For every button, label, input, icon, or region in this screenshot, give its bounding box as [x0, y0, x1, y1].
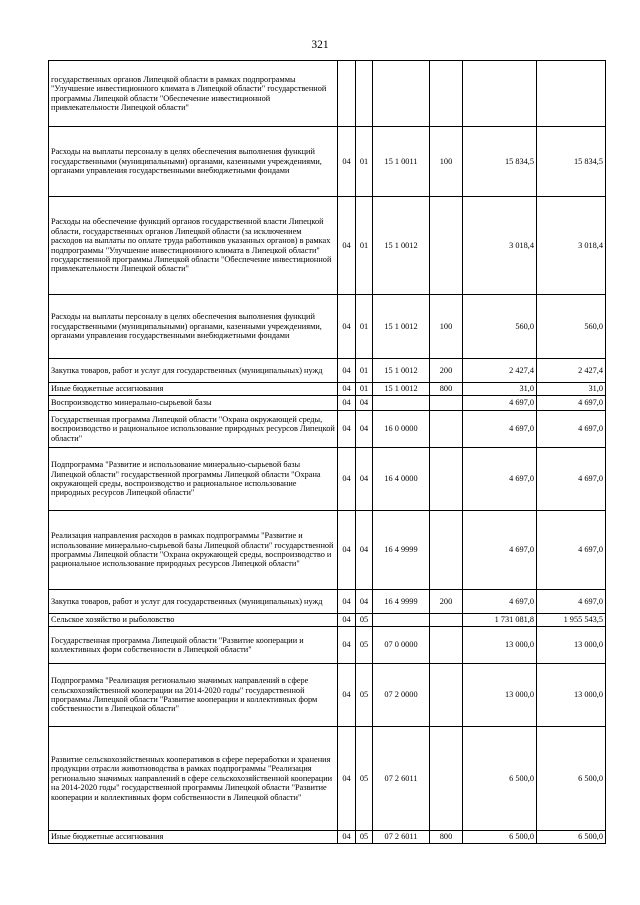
table-row	[49, 727, 606, 831]
section-code: 04	[338, 411, 356, 448]
amount-year-2: 3 018,4	[537, 197, 606, 295]
subsection-code: 01	[356, 197, 373, 295]
expense-type-code	[430, 396, 463, 411]
row-description: Расходы на обеспечение функций органов государственной власти Липецкой области, государственных органов Липецкой области (за исключением расходов на выплаты по оплате труда работников указанных органов) в рамках подпрограммы "Улучшение инвестиционного климата в Липецкой области" государственной программы Липецкой области "Обеспечение инвестиционной привлекательности Липецкой области"	[49, 197, 338, 295]
amount-year-1: 15 834,5	[463, 127, 537, 197]
expense-type-code: 100	[430, 295, 463, 359]
table-row	[49, 831, 606, 844]
subsection-code	[356, 61, 373, 127]
expense-type-code	[430, 448, 463, 511]
amount-year-2: 4 697,0	[537, 411, 606, 448]
target-article-code: 15 1 0012	[373, 197, 430, 295]
row-description: Расходы на выплаты персоналу в целях обеспечения выполнения функций государственными (муниципальными) органами, казенными учреждениями, органами управления государственными внебюджетными фондами	[49, 295, 338, 359]
table-row	[49, 511, 606, 590]
section-code: 04	[338, 590, 356, 614]
expense-type-code	[430, 664, 463, 727]
target-article-code: 15 1 0012	[373, 359, 430, 383]
section-code: 04	[338, 396, 356, 411]
expense-type-code: 200	[430, 359, 463, 383]
subsection-code: 01	[356, 127, 373, 197]
expense-type-code: 100	[430, 127, 463, 197]
row-description: Государственная программа Липецкой области "Развитие кооперации и коллективных форм собственности в Липецкой области"	[49, 627, 338, 664]
amount-year-2	[537, 61, 606, 127]
table-row	[49, 61, 606, 127]
subsection-code: 05	[356, 727, 373, 831]
expense-type-code	[430, 727, 463, 831]
expense-type-code	[430, 411, 463, 448]
section-code: 04	[338, 627, 356, 664]
subsection-code: 05	[356, 664, 373, 727]
row-description: Подпрограмма "Реализация регионально значимых направлений в сфере сельскохозяйственной кооперации на 2014-2020 годы" государственной программы Липецкой области "Развитие кооперации и коллективных форм собственности в Липецкой области"	[49, 664, 338, 727]
table-row	[49, 383, 606, 396]
amount-year-2: 560,0	[537, 295, 606, 359]
amount-year-2: 4 697,0	[537, 448, 606, 511]
amount-year-1: 6 500,0	[463, 831, 537, 844]
amount-year-1: 13 000,0	[463, 627, 537, 664]
table-row	[49, 359, 606, 383]
row-description: Иные бюджетные ассигнования	[49, 831, 338, 844]
amount-year-1: 4 697,0	[463, 511, 537, 590]
expense-type-code	[430, 614, 463, 627]
amount-year-2: 1 955 543,5	[537, 614, 606, 627]
section-code	[338, 61, 356, 127]
budget-table-body	[49, 61, 606, 844]
table-row	[49, 590, 606, 614]
amount-year-2: 13 000,0	[537, 664, 606, 727]
row-description: Подпрограмма "Развитие и использование минерально-сырьевой базы Липецкой области" государственной программы Липецкой области "Охрана окружающей среды, воспроизводство и рациональное использование природных ресурсов Липецкой области"	[49, 448, 338, 511]
amount-year-1: 6 500,0	[463, 727, 537, 831]
row-description: Иные бюджетные ассигнования	[49, 383, 338, 396]
amount-year-1: 1 731 081,8	[463, 614, 537, 627]
amount-year-1: 2 427,4	[463, 359, 537, 383]
amount-year-1: 13 000,0	[463, 664, 537, 727]
subsection-code: 04	[356, 590, 373, 614]
expense-type-code	[430, 61, 463, 127]
table-row	[49, 627, 606, 664]
section-code: 04	[338, 511, 356, 590]
target-article-code: 15 1 0012	[373, 295, 430, 359]
row-description: Закупка товаров, работ и услуг для государственных (муниципальных) нужд	[49, 590, 338, 614]
table-row	[49, 396, 606, 411]
amount-year-2: 4 697,0	[537, 511, 606, 590]
amount-year-1: 31,0	[463, 383, 537, 396]
subsection-code: 05	[356, 831, 373, 844]
amount-year-1: 4 697,0	[463, 396, 537, 411]
subsection-code: 04	[356, 396, 373, 411]
section-code: 04	[338, 664, 356, 727]
subsection-code: 04	[356, 448, 373, 511]
table-row	[49, 448, 606, 511]
table-row	[49, 127, 606, 197]
section-code: 04	[338, 359, 356, 383]
target-article-code: 07 2 6011	[373, 727, 430, 831]
section-code: 04	[338, 383, 356, 396]
subsection-code: 01	[356, 383, 373, 396]
subsection-code: 04	[356, 411, 373, 448]
amount-year-1	[463, 61, 537, 127]
target-article-code: 07 0 0000	[373, 627, 430, 664]
section-code: 04	[338, 727, 356, 831]
target-article-code	[373, 61, 430, 127]
amount-year-1: 3 018,4	[463, 197, 537, 295]
expense-type-code	[430, 511, 463, 590]
row-description: Воспроизводство минерально-сырьевой базы	[49, 396, 338, 411]
amount-year-1: 4 697,0	[463, 411, 537, 448]
expense-type-code	[430, 197, 463, 295]
target-article-code: 15 1 0012	[373, 383, 430, 396]
target-article-code: 16 4 0000	[373, 448, 430, 511]
row-description: Реализация направления расходов в рамках подпрограммы "Развитие и использование минерально-сырьевой базы Липецкой области" государственной программы Липецкой области "Охрана окружающей среды, воспроизводство и рациональное использование природных ресурсов Липецкой области"	[49, 511, 338, 590]
target-article-code	[373, 614, 430, 627]
row-description: государственных органов Липецкой области в рамках подпрограммы "Улучшение инвестиционного климата в Липецкой области" государственной программы Липецкой области "Обеспечение инвестиционной привлекательности Липецкой области"	[49, 61, 338, 127]
subsection-code: 04	[356, 511, 373, 590]
target-article-code: 16 4 9999	[373, 590, 430, 614]
expense-type-code: 800	[430, 383, 463, 396]
expense-type-code	[430, 627, 463, 664]
amount-year-2: 15 834,5	[537, 127, 606, 197]
table-row	[49, 614, 606, 627]
table-row	[49, 664, 606, 727]
section-code: 04	[338, 614, 356, 627]
amount-year-1: 560,0	[463, 295, 537, 359]
target-article-code: 16 0 0000	[373, 411, 430, 448]
subsection-code: 01	[356, 359, 373, 383]
page-number: 321	[311, 39, 329, 51]
budget-table	[48, 60, 606, 844]
target-article-code	[373, 396, 430, 411]
row-description: Закупка товаров, работ и услуг для государственных (муниципальных) нужд	[49, 359, 338, 383]
section-code: 04	[338, 197, 356, 295]
amount-year-2: 13 000,0	[537, 627, 606, 664]
table-row	[49, 197, 606, 295]
target-article-code: 16 4 9999	[373, 511, 430, 590]
subsection-code: 05	[356, 614, 373, 627]
section-code: 04	[338, 127, 356, 197]
target-article-code: 07 2 6011	[373, 831, 430, 844]
amount-year-2: 4 697,0	[537, 396, 606, 411]
section-code: 04	[338, 831, 356, 844]
amount-year-2: 6 500,0	[537, 727, 606, 831]
section-code: 04	[338, 448, 356, 511]
row-description: Расходы на выплаты персоналу в целях обеспечения выполнения функций государственными (муниципальными) органами, казенными учреждениями, органами управления государственными внебюджетными фондами	[49, 127, 338, 197]
amount-year-2: 6 500,0	[537, 831, 606, 844]
row-description: Развитие сельскохозяйственных кооперативов в сфере переработки и хранения продукции отрасли животноводства в рамках подпрограммы "Реализация регионально значимых направлений в сфере сельскохозяйственной кооперации на 2014-2020 годы" государственной программы Липецкой области "Развитие кооперации и коллективных форм собственности в Липецкой области"	[49, 727, 338, 831]
amount-year-1: 4 697,0	[463, 448, 537, 511]
subsection-code: 01	[356, 295, 373, 359]
target-article-code: 07 2 0000	[373, 664, 430, 727]
subsection-code: 05	[356, 627, 373, 664]
table-row	[49, 295, 606, 359]
expense-type-code: 800	[430, 831, 463, 844]
section-code: 04	[338, 295, 356, 359]
table-row	[49, 411, 606, 448]
row-description: Государственная программа Липецкой области "Охрана окружающей среды, воспроизводство и рациональное использование природных ресурсов Липецкой области"	[49, 411, 338, 448]
target-article-code: 15 1 0011	[373, 127, 430, 197]
amount-year-1: 4 697,0	[463, 590, 537, 614]
amount-year-2: 4 697,0	[537, 590, 606, 614]
expense-type-code: 200	[430, 590, 463, 614]
amount-year-2: 2 427,4	[537, 359, 606, 383]
row-description: Сельское хозяйство и рыболовство	[49, 614, 338, 627]
amount-year-2: 31,0	[537, 383, 606, 396]
